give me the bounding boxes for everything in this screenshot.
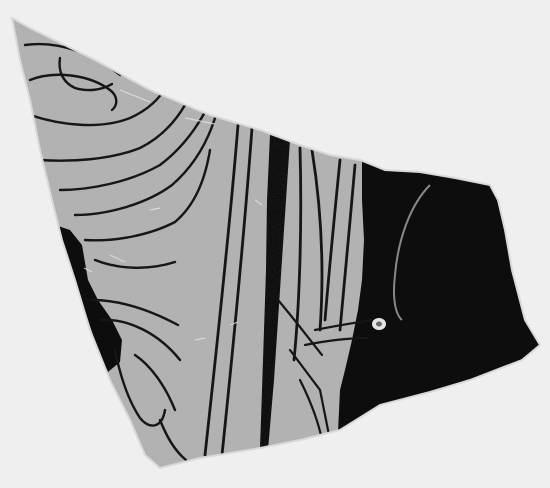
white-chip-core — [376, 322, 382, 327]
